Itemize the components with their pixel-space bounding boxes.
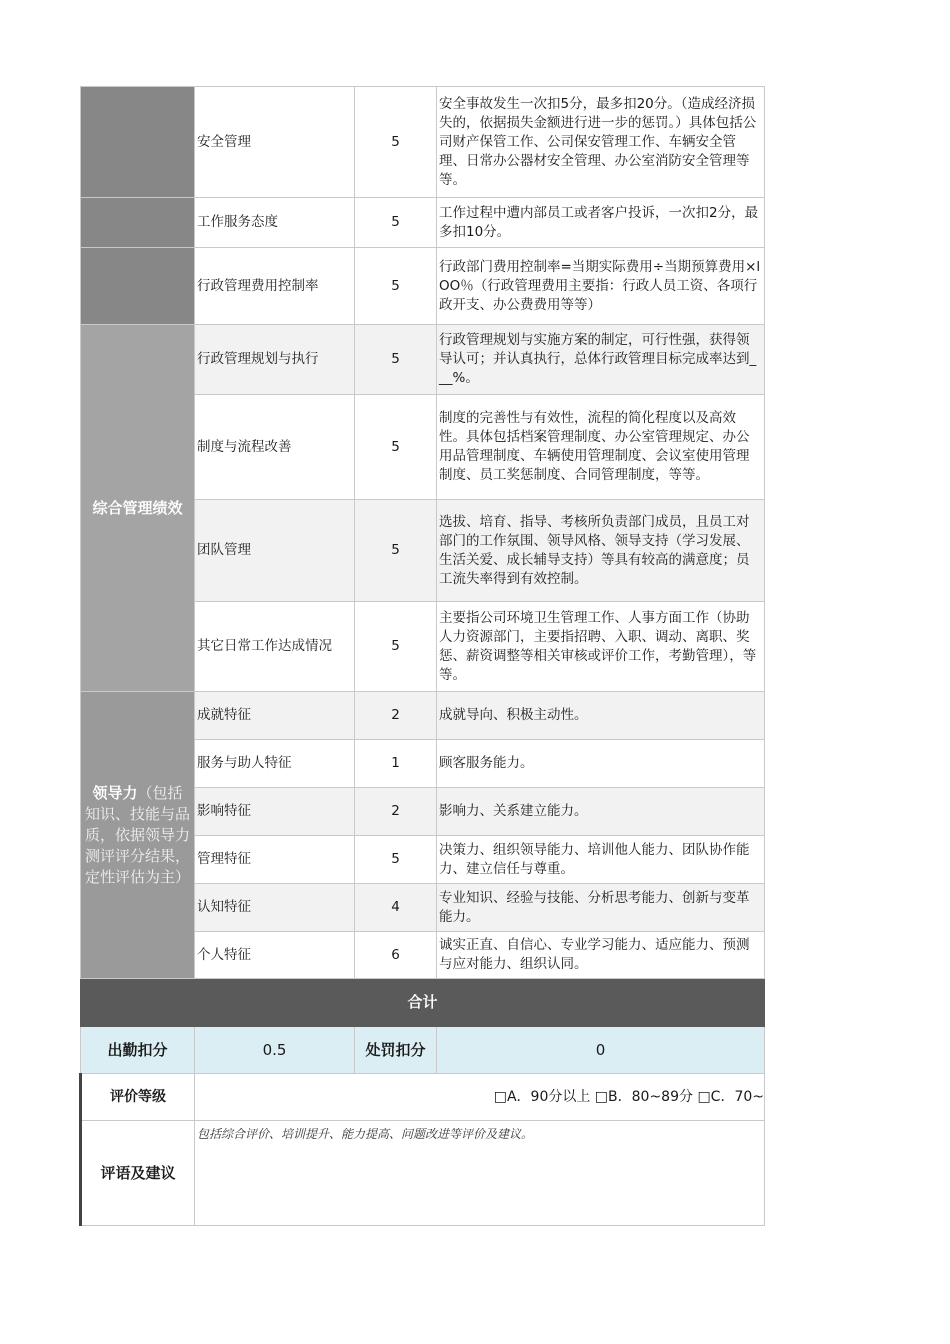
item-name: 成就特征 — [195, 692, 355, 740]
grade-options[interactable]: □A．90分以上 □B．80~89分 □C．70~ — [195, 1074, 765, 1121]
item-desc: 专业知识、经验与技能、分析思考能力、创新与变革能力。 — [437, 884, 765, 932]
table-row — [81, 248, 765, 325]
item-name: 管理特征 — [195, 836, 355, 884]
total-label: 合计 — [81, 979, 765, 1027]
evaluation-table — [79, 86, 765, 1226]
item-score: 5 — [355, 602, 437, 692]
attendance-value[interactable]: 0.5 — [195, 1027, 355, 1074]
item-score: 4 — [355, 884, 437, 932]
table-row — [81, 325, 765, 395]
comment-row — [81, 1121, 765, 1226]
category-comprehensive: 综合管理绩效 — [81, 325, 195, 692]
item-desc: 诚实正直、自信心、专业学习能力、适应能力、预测与应对能力、组织认同。 — [437, 932, 765, 979]
item-name: 行政管理费用控制率 — [195, 248, 355, 325]
penalty-label: 处罚扣分 — [355, 1027, 437, 1074]
item-name: 服务与助人特征 — [195, 740, 355, 788]
item-desc: 行政部门费用控制率=当期实际费用÷当期预算费用×lOO％（行政管理费用主要指：行政人员工资、各项行政开支、办公费费用等等） — [437, 248, 765, 325]
item-name: 影响特征 — [195, 788, 355, 836]
category-leadership-note: （包括知识、技能与品质，依据领导力测评评分结果，定性评估为主） — [85, 783, 191, 886]
item-score: 2 — [355, 788, 437, 836]
category-cell-blank — [81, 198, 195, 248]
item-desc: 决策力、组织领导能力、培训他人能力、团队协作能力、建立信任与尊重。 — [437, 836, 765, 884]
item-score: 5 — [355, 395, 437, 500]
item-score: 5 — [355, 500, 437, 602]
item-score: 2 — [355, 692, 437, 740]
penalty-value[interactable]: 0 — [437, 1027, 765, 1074]
item-name: 团队管理 — [195, 500, 355, 602]
item-score: 5 — [355, 836, 437, 884]
table-row — [81, 692, 765, 740]
item-desc: 行政管理规划与实施方案的制定，可行性强，获得领导认可；并认真执行，总体行政管理目标完成率达到___%。 — [437, 325, 765, 395]
item-name: 安全管理 — [195, 87, 355, 198]
item-name: 认知特征 — [195, 884, 355, 932]
item-name: 制度与流程改善 — [195, 395, 355, 500]
item-score: 5 — [355, 248, 437, 325]
table-row — [81, 198, 765, 248]
grade-label: 评价等级 — [81, 1074, 195, 1121]
attendance-row — [81, 1027, 765, 1074]
item-score: 6 — [355, 932, 437, 979]
item-name: 行政管理规划与执行 — [195, 325, 355, 395]
item-desc: 顾客服务能力。 — [437, 740, 765, 788]
item-desc: 安全事故发生一次扣5分，最多扣20分。（造成经济损失的，依据损失金额进行进一步的惩罚。）具体包括公司财产保管工作、公司保安管理工作、车辆安全管理、日常办公器材安全管理、办公室消防安全管理等等。 — [437, 87, 765, 198]
category-cell-blank — [81, 87, 195, 198]
item-score: 5 — [355, 87, 437, 198]
table-row — [81, 87, 765, 198]
item-desc: 工作过程中遭内部员工或者客户投诉，一次扣2分，最多扣10分。 — [437, 198, 765, 248]
item-score: 1 — [355, 740, 437, 788]
item-desc: 影响力、关系建立能力。 — [437, 788, 765, 836]
category-cell-blank — [81, 248, 195, 325]
attendance-label: 出勤扣分 — [81, 1027, 195, 1074]
item-desc: 成就导向、积极主动性。 — [437, 692, 765, 740]
item-desc: 主要指公司环境卫生管理工作、人事方面工作（协助人力资源部门，主要指招聘、入职、调动、离职、奖惩、薪资调整等相关审核或评价工作，考勤管理），等等。 — [437, 602, 765, 692]
item-desc: 选拔、培育、指导、考核所负责部门成员，且员工对部门的工作氛围、领导风格、领导支持（学习发展、生活关爱、成长辅导支持）等具有较高的满意度；员工流失率得到有效控制。 — [437, 500, 765, 602]
item-name: 工作服务态度 — [195, 198, 355, 248]
evaluation-sheet — [79, 86, 763, 1226]
category-leadership — [81, 692, 195, 979]
comment-label: 评语及建议 — [81, 1121, 195, 1226]
grade-row — [81, 1074, 765, 1121]
total-row — [81, 979, 765, 1027]
item-name: 其它日常工作达成情况 — [195, 602, 355, 692]
item-name: 个人特征 — [195, 932, 355, 979]
item-desc: 制度的完善性与有效性，流程的简化程度以及高效性。具体包括档案管理制度、办公室管理规定、办公用品管理制度、车辆使用管理制度、会议室使用管理制度、员工奖惩制度、合同管理制度，等等。 — [437, 395, 765, 500]
comment-hint[interactable]: 包括综合评价、培训提升、能力提高、问题改进等评价及建议。 — [195, 1121, 765, 1226]
category-leadership-title: 领导力 — [92, 783, 138, 802]
item-score: 5 — [355, 198, 437, 248]
item-score: 5 — [355, 325, 437, 395]
